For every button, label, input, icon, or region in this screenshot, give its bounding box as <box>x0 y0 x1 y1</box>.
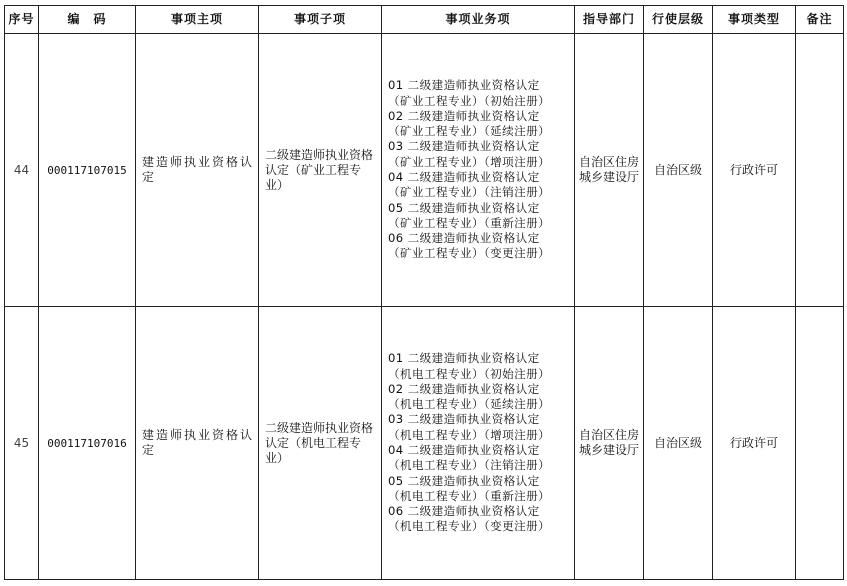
business-item-line: （矿业工程专业）（变更注册） <box>388 246 551 261</box>
business-item-line: （机电工程专业）（延续注册） <box>388 397 551 412</box>
row-sub-item: 二级建造师执业资格认定（矿业工程专业） <box>259 34 382 307</box>
header-type: 事项类型 <box>713 6 796 34</box>
business-item-line: 05 二级建造师执业资格认定 <box>388 473 540 488</box>
row-department: 自治区住房城乡建设厅 <box>575 34 644 307</box>
header-row <box>5 6 844 34</box>
row-department: 自治区住房城乡建设厅 <box>575 307 644 580</box>
header-department: 指导部门 <box>575 6 644 34</box>
row-code: 000117107016 <box>39 307 136 580</box>
business-item-line: 01 二级建造师执业资格认定 <box>388 351 540 366</box>
row-type: 行政许可 <box>713 307 796 580</box>
business-item-line: （机电工程专业）（初始注册） <box>388 366 551 381</box>
business-item-line: 06 二级建造师执业资格认定 <box>388 504 540 519</box>
row-remark <box>796 34 844 307</box>
header-main-item: 事项主项 <box>136 6 259 34</box>
header-business-item: 事项业务项 <box>382 6 575 34</box>
business-item-line: 05 二级建造师执业资格认定 <box>388 200 540 215</box>
row-main-item: 建造师执业资格认定 <box>136 34 259 307</box>
business-item-line: （机电工程专业）（增项注册） <box>388 427 551 442</box>
business-item-line: （矿业工程专业）（增项注册） <box>388 154 551 169</box>
header-remark: 备注 <box>796 6 844 34</box>
row-level: 自治区级 <box>644 34 713 307</box>
row-type: 行政许可 <box>713 34 796 307</box>
business-item-line: （矿业工程专业）（重新注册） <box>388 215 551 230</box>
business-item-line: （矿业工程专业）（初始注册） <box>388 93 551 108</box>
business-item-line: 02 二级建造师执业资格认定 <box>388 381 540 396</box>
business-item-line: 03 二级建造师执业资格认定 <box>388 412 540 427</box>
business-item-line: （机电工程专业）（变更注册） <box>388 519 551 534</box>
header-code: 编 码 <box>39 6 136 34</box>
business-item-line: （机电工程专业）（注销注册） <box>388 458 551 473</box>
row-business-items <box>382 34 575 307</box>
matters-table <box>4 5 844 580</box>
header-seq: 序号 <box>5 6 39 34</box>
table-row <box>5 307 844 580</box>
row-seq: 45 <box>5 307 39 580</box>
row-code: 000117107015 <box>39 34 136 307</box>
row-remark <box>796 307 844 580</box>
row-level: 自治区级 <box>644 307 713 580</box>
business-item-line: （矿业工程专业）（注销注册） <box>388 185 551 200</box>
business-item-line: 01 二级建造师执业资格认定 <box>388 78 540 93</box>
business-item-line: 04 二级建造师执业资格认定 <box>388 170 540 184</box>
row-sub-item: 二级建造师执业资格认定（机电工程专业） <box>259 307 382 580</box>
business-item-line: 02 二级建造师执业资格认定 <box>388 108 540 123</box>
table-row <box>5 34 844 307</box>
business-item-line: 04 二级建造师执业资格认定 <box>388 443 540 457</box>
row-seq: 44 <box>5 34 39 307</box>
header-level: 行使层级 <box>644 6 713 34</box>
row-main-item: 建造师执业资格认定 <box>136 307 259 580</box>
business-item-line: 06 二级建造师执业资格认定 <box>388 231 540 246</box>
header-sub-item: 事项子项 <box>259 6 382 34</box>
matters-table-wrapper <box>4 5 844 580</box>
business-item-line: （矿业工程专业）（延续注册） <box>388 124 551 139</box>
business-item-line: 03 二级建造师执业资格认定 <box>388 139 540 154</box>
business-item-line: （机电工程专业）（重新注册） <box>388 488 551 503</box>
row-business-items <box>382 307 575 580</box>
